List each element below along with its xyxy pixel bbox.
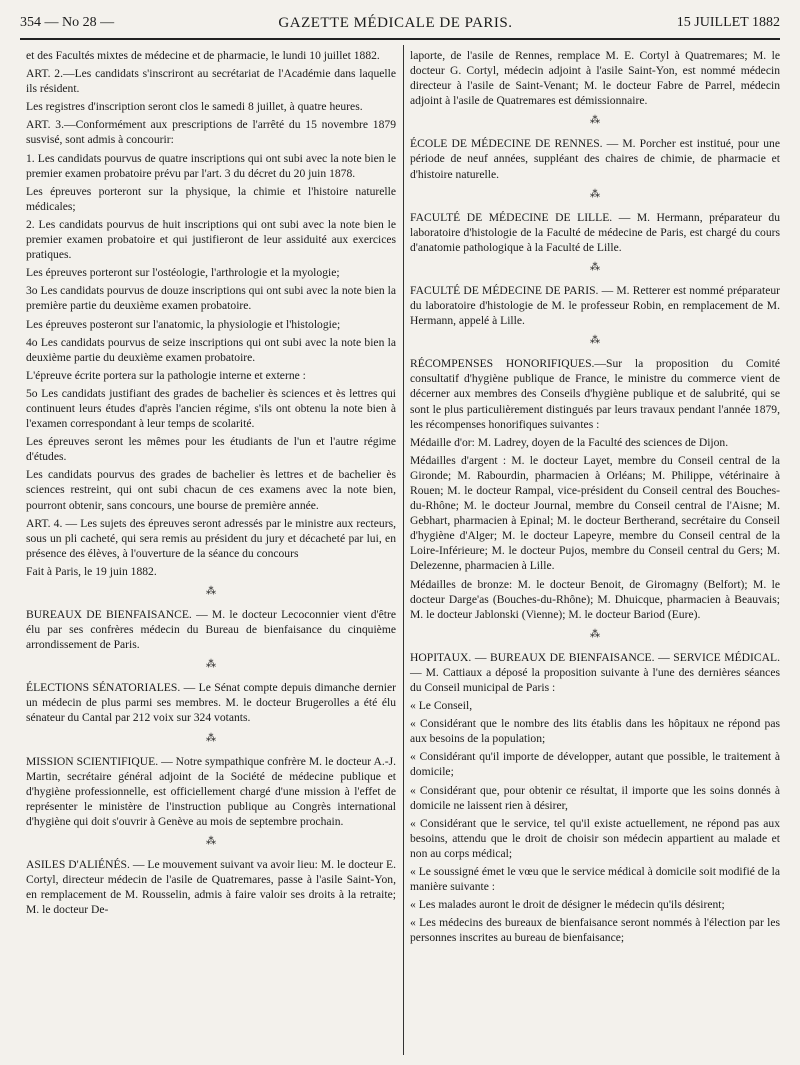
header-title: GAZETTE MÉDICALE DE PARIS. xyxy=(278,14,513,31)
asterism-separator: ⁂ xyxy=(590,335,600,347)
paragraph: « Considérant que le nombre des lits établis dans les hôpitaux ne répond pas aux besoins de la population; xyxy=(410,717,780,746)
paragraph: Les épreuves porteront sur la physique, la chimie et l'histoire naturelle médicales; xyxy=(26,184,396,213)
paragraph: Les candidats pourvus des grades de bachelier ès lettres et de bachelier ès sciences restreint, qui ont subi chacun de ces examens avec la note bien, pourront obtenir, sans concours, une bourse de première année. xyxy=(26,468,396,512)
paragraph: 1. Les candidats pourvus de quatre inscriptions qui ont subi avec la note bien le premier examen probatoire prévu par l'art. 3 du décret du 20 juin 1878. xyxy=(26,151,396,180)
paragraph: « Considérant que, pour obtenir ce résultat, il importe que les soins donnés à domicile ne laissent rien à désirer, xyxy=(410,783,780,812)
news-item: FACULTÉ DE MÉDECINE DE PARIS. — M. Retterer est nommé préparateur du laboratoire d'histologie de M. le professeur Robin, en remplacement de M. Hermann, appelé à Lille. xyxy=(410,283,780,328)
paragraph: Les épreuves porteront sur l'ostéologie, l'arthrologie et la myologie; xyxy=(26,266,340,280)
signature-line: Fait à Paris, le 19 juin 1882. xyxy=(26,564,157,578)
header-page-number: 354 — No 28 — xyxy=(20,15,115,30)
asterism-separator: ⁂ xyxy=(206,659,216,671)
paragraph: 2. Les candidats pourvus de huit inscriptions qui ont subi avec la note bien le premier examen probatoire et qui justifieront de leur assiduité aux exercices pratiques. xyxy=(26,217,396,262)
paragraph: 5o Les candidats justifiant des grades de bachelier ès sciences et ès lettres qui continuent leurs études d'après l'ancien régime, s'ils ont obtenu la note bien à l'examen correspondant à leur temps de scolarité. xyxy=(26,386,396,431)
asterism-separator: ⁂ xyxy=(590,188,600,200)
paragraph: Les registres d'inscription seront clos le samedi 8 juillet, à quatre heures. xyxy=(26,100,363,114)
asterism-separator: ⁂ xyxy=(206,836,216,848)
paragraph: « Les médecins des bureaux de bienfaisance seront nommés à l'élection par les personnes inscrites au bureau de bienfaisance; xyxy=(410,916,780,945)
news-item: HOPITAUX. — BUREAUX DE BIENFAISANCE. — SERVICE MÉDICAL. — M. Cattiaux a déposé la proposition suivante à l'une des dernières séances du Conseil municipal de Paris : xyxy=(410,650,780,694)
paragraph: Médailles de bronze: M. le docteur Benoit, de Giromagny (Belfort); M. le docteur Darge'as (Bouches-du-Rhône); M. Dhuicque, pharmacien à Beauvais; M. le docteur Jablonski (Vienne); M. le docteur Bariod (Eure). xyxy=(410,577,780,621)
paragraph: « Le soussigné émet le vœu que le service médical à domicile soit modifié de la manière suivante : xyxy=(410,865,780,894)
asterism-separator: ⁂ xyxy=(590,628,600,640)
page-header xyxy=(20,8,780,40)
paragraph: « Considérant qu'il importe de développer, autant que possible, le traitement à domicile; xyxy=(410,750,780,779)
paragraph: L'épreuve écrite portera sur la pathologie interne et externe : xyxy=(26,368,306,382)
news-item: FACULTÉ DE MÉDECINE DE LILLE. — M. Hermann, préparateur du laboratoire d'histologie de la Faculté de médecine de Paris, est chargé du cours d'anatomie pathologique à la Faculté de Lille. xyxy=(410,210,780,254)
news-item: RÉCOMPENSES HONORIFIQUES.—Sur la proposition du Comité consultatif d'hygiène publique de France, le ministre du commerce vient de décerner aux membres des Conseils d'hygiène publique et de salubrité, qui se sont le plus particulièrement distingués par leurs travaux pendant l'année 1879, les récompenses honorifiques suivantes : xyxy=(410,357,780,431)
paragraph: Les épreuves posteront sur l'anatomic, la physiologie et l'histologie; xyxy=(26,317,341,331)
paragraph: « Le Conseil, xyxy=(410,699,473,713)
paragraph: Médaille d'or: M. Ladrey, doyen de la Faculté des sciences de Dijon. xyxy=(410,435,729,449)
asterism-separator: ⁂ xyxy=(590,261,600,273)
paragraph: et des Facultés mixtes de médecine et de pharmacie, le lundi 10 juillet 1882. xyxy=(26,49,380,62)
news-item: MISSION SCIENTIFIQUE. — Notre sympathique confrère M. le docteur A.-J. Martin, secrétaire général adjoint de la Société de médecine publique et d'hygiène professionnelle, est officiellement chargé d'une mission à l'effet de représenter le ministère de l'instruction publique au Congrès international d'hygiène qui doit s'ouvrir à Genève au mois de septembre prochain. xyxy=(26,754,396,828)
news-item: ASILES D'ALIÉNÉS. — Le mouvement suivant va avoir lieu: M. le docteur E. Cortyl, directeur médecin de l'asile de Quatremares, passe à l'asile Saint-Yon, en remplacement de M. Rousselin, admis à faire valoir ses droits à la retraite; M. le docteur De- xyxy=(26,858,396,917)
news-item: ÉLECTIONS SÉNATORIALES. — Le Sénat compte depuis dimanche dernier un médecin de plus parmi ses membres. M. le docteur Brugerolles a été élu sénateur du Cantal par 212 voix sur 324 votants. xyxy=(26,681,396,725)
news-item: laporte, de l'asile de Rennes, remplace M. E. Cortyl à Quatremares; M. le docteur G. Cortyl, médecin adjoint à l'asile Saint-Yon, est nommé médecin directeur à l'asile de Saint-Venant; M. le docteur Fabre de Parrel, médecin adjoint à l'asile de Quatremares est démissionnaire. xyxy=(410,49,780,108)
asterism-separator: ⁂ xyxy=(206,732,216,744)
news-item: BUREAUX DE BIENFAISANCE. — M. le docteur Lecoconnier vient d'être élu par ses confrères médecin du Bureau de bienfaisance du cinquième arrondissement de Paris. xyxy=(26,608,396,652)
column-divider xyxy=(403,45,404,1055)
paragraph: ART. 2.—Les candidats s'inscriront au secrétariat de l'Académie dans laquelle ils résident. xyxy=(26,67,396,96)
paragraph: ART. 4. — Les sujets des épreuves seront adressés par le ministre aux recteurs, sous un pli cacheté, qui sera remis au président du jury et décacheté par lui, en présence des élèves, à l'ouverture de la séance du concours xyxy=(26,516,396,560)
news-item: ÉCOLE DE MÉDECINE DE RENNES. — M. Porcher est institué, pour une période de neuf années, suppléant des chaires de chimie, de pharmacie et d'histoire naturelle. xyxy=(410,137,780,181)
paragraph: Médailles d'argent : M. le docteur Layet, membre du Conseil central de la Gironde; M. Rabourdin, pharmacien à Orléans; M. Philippe, vétérinaire à Rouen; M. le docteur Rampal, vice-président du Conseil central des Bouches-du-Rhône; M. le docteur Journal, membre du Conseil central de l'Aisne; M. Gebhart, pharmacien à Epinal; M. le docteur Bertherand, secrétaire du Conseil d'hygiène d'Alger; M. le docteur Lapeyre, membre du Conseil central de la Loire-Inférieure; M. le docteur Pujos, membre du Conseil central du Gers; M. Delezenne, pharmacien à Lille. xyxy=(410,453,780,573)
asterism-separator: ⁂ xyxy=(590,115,600,127)
paragraph: Les épreuves seront les mêmes pour les étudiants de l'un et l'autre régime d'études. xyxy=(26,435,396,464)
right-column xyxy=(410,48,780,949)
paragraph: « Les malades auront le droit de désigner le médecin qu'ils désirent; xyxy=(410,898,725,912)
header-date: 15 JUILLET 1882 xyxy=(676,15,780,30)
paragraph: ART. 3.—Conformément aux prescriptions de l'arrêté du 15 novembre 1879 susvisé, sont admis à concourir: xyxy=(26,118,396,147)
paragraph: 3o Les candidats pourvus de douze inscriptions qui ont subi avec la note bien la première partie du deuxième examen probatoire. xyxy=(26,284,396,313)
asterism-separator: ⁂ xyxy=(206,586,216,597)
left-column xyxy=(26,48,396,920)
paragraph: 4o Les candidats pourvus de seize inscriptions qui ont subi avec la note bien la deuxième partie du deuxième examen probatoire. xyxy=(26,335,396,364)
paragraph: « Considérant que le service, tel qu'il existe actuellement, ne répond pas aux besoins, attendu que le droit de choisir son médecin appartient au malade et non au corps médical; xyxy=(410,816,780,860)
